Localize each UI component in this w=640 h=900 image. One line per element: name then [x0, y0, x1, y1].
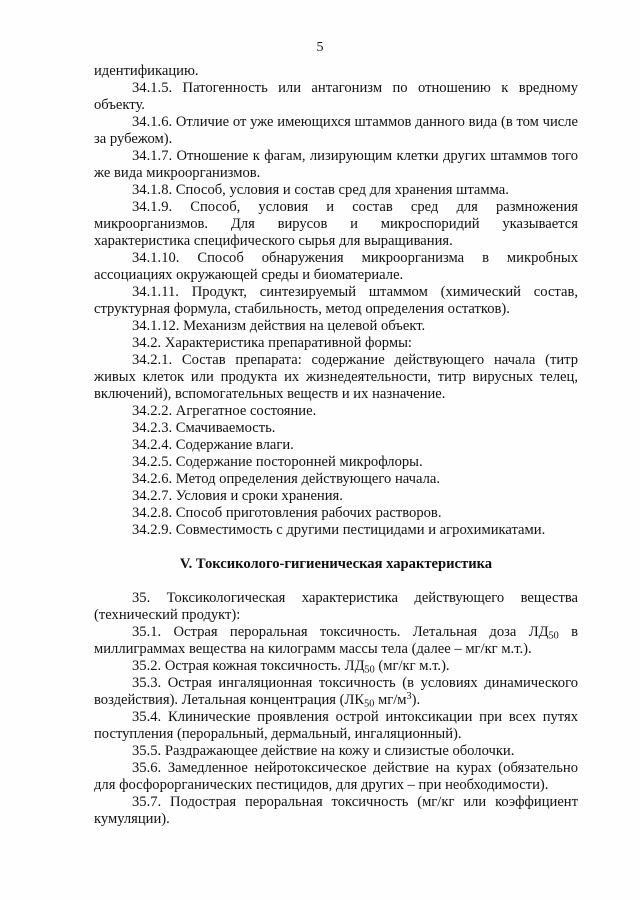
text-run: в миллиграммах вещества на килограмм массы тела (далее – мг/кг м.т.). [94, 624, 578, 657]
text-run: (мг/кг м.т.). [374, 658, 450, 674]
paragraph-34-2-2: 34.2.2. Агрегатное состояние. [132, 403, 317, 419]
paragraph-34-2-1: 34.2.1. Состав препарата: содержание действующего начала (титр живых клеток или продукта их жизнедеятельности, титр вирусных телец, включений), вспомогательных веществ и их назначение. [94, 352, 578, 402]
paragraph-34-1-12: 34.1.12. Механизм действия на целевой объект. [132, 318, 426, 334]
page-number: 5 [316, 40, 324, 55]
paragraph-34-2-7: 34.2.7. Условия и сроки хранения. [132, 488, 343, 504]
paragraph-35-6: 35.6. Замедленное нейротоксическое действие на курах (обязательно для фосфорорганических пестицидов, для других – при необходимости). [94, 760, 578, 793]
text-run: 35.2. Острая кожная токсичность. ЛД [132, 658, 365, 674]
paragraph-34-2-9: 34.2.9. Совместимость с другими пестицидами и агрохимикатами. [132, 522, 546, 538]
paragraph-34-2-4: 34.2.4. Содержание влаги. [132, 437, 294, 453]
document-body [94, 63, 578, 828]
paragraph-35-7: 35.7. Подострая пероральная токсичность (мг/кг или коэффициент кумуляции). [94, 794, 578, 827]
paragraph-35-5: 35.5. Раздражающее действие на кожу и слизистые оболочки. [132, 743, 515, 759]
paragraph-34-1-9: 34.1.9. Способ, условия и состав сред для размножения микроорганизмов. Для вирусов и микроспоридий указывается характеристика специфического сырья для выращивания. [94, 199, 578, 249]
text-run: ). [411, 692, 421, 708]
subscript: 50 [364, 664, 375, 676]
paragraph-34-1-11: 34.1.11. Продукт, синтезируемый штаммом (химический состав, структурная формула, стабильность, метод определения остатков). [94, 284, 578, 317]
subscript: 50 [548, 630, 559, 642]
text-run: 35.1. Острая пероральная токсичность. Летальная доза ЛД [132, 624, 549, 640]
paragraph-34-2: 34.2. Характеристика препаративной формы: [132, 335, 412, 351]
paragraph-35-4: 35.4. Клинические проявления острой интоксикации при всех путях поступления (пероральный, дермальный, ингаляционный). [94, 709, 578, 742]
section-heading: V. Токсиколого-гигиеническая характеристика [179, 556, 493, 572]
paragraph-35-1 [94, 624, 578, 658]
paragraph-34-2-8: 34.2.8. Способ приготовления рабочих растворов. [132, 505, 442, 521]
paragraph-34-2-5: 34.2.5. Содержание посторонней микрофлоры. [132, 454, 423, 470]
paragraph-35: 35. Токсикологическая характеристика действующего вещества (технический продукт): [94, 590, 578, 623]
paragraph-34-1-10: 34.1.10. Способ обнаружения микроорганизма в микробных ассоциациях окружающей среды и биоматериале. [94, 250, 578, 283]
paragraph-34-1-6: 34.1.6. Отличие от уже имеющихся штаммов данного вида (в том числе за рубежом). [94, 114, 578, 147]
text-run: мг/м [374, 692, 407, 708]
paragraph-34-1-7: 34.1.7. Отношение к фагам, лизирующим клетки других штаммов того же вида микроорганизмов. [94, 148, 578, 181]
paragraph-34-2-3: 34.2.3. Смачиваемость. [132, 420, 276, 436]
subscript: 50 [364, 698, 375, 710]
paragraph-35-2 [94, 658, 578, 675]
paragraph-34-2-6: 34.2.6. Метод определения действующего начала. [132, 471, 441, 487]
paragraph-34-1-8: 34.1.8. Способ, условия и состав сред для хранения штамма. [132, 182, 509, 198]
text-run: 35.3. Острая ингаляционная токсичность (в условиях динамического воздействия). Летальная концентрация (ЛК [94, 675, 578, 708]
paragraph: идентификацию. [94, 63, 199, 79]
paragraph-34-1-5: 34.1.5. Патогенность или антагонизм по отношению к вредному объекту. [94, 80, 578, 113]
paragraph-35-3 [94, 675, 578, 709]
superscript: 3 [406, 690, 412, 702]
